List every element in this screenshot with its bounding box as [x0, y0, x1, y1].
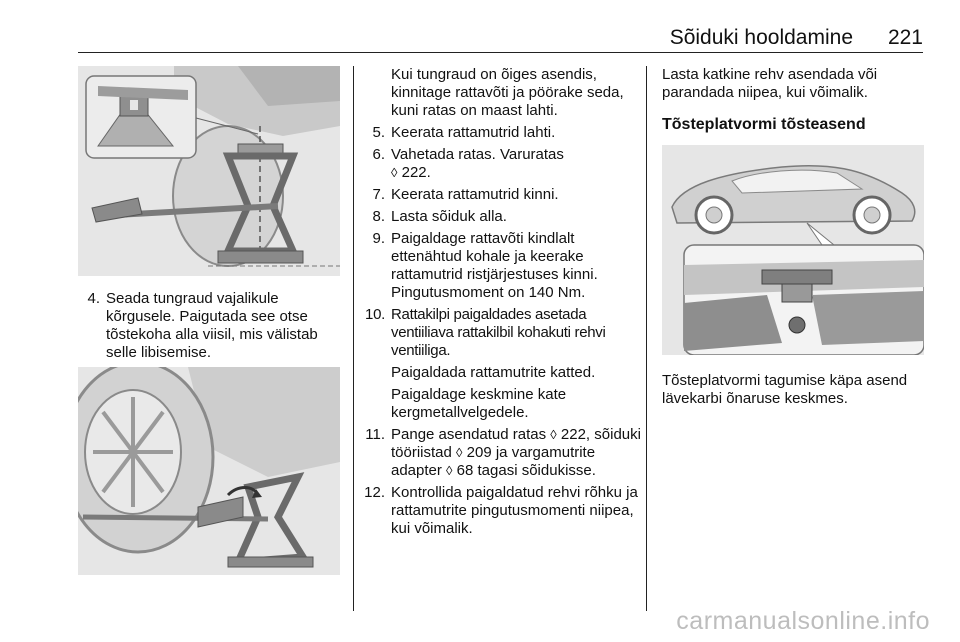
- lift-platform-figure: [662, 145, 924, 355]
- intro-paragraph: Kui tungraud on õiges asendis, kinnitage rattavõti ja pöörake seda, kuni ratas on maast lahti.: [391, 66, 624, 119]
- list-item: [363, 124, 641, 142]
- list-number: 4.: [87, 290, 100, 307]
- paragraph: Paigaldage keskmine kate kergmetallvelgedele.: [391, 386, 567, 421]
- middle-column: [363, 66, 641, 542]
- page-reference-icon: ◊: [456, 445, 463, 460]
- column-divider: [353, 66, 354, 611]
- right-column: [662, 66, 930, 134]
- list-text: vargamutrite adapter: [391, 444, 596, 479]
- list-text: sõiduki tööriistad: [391, 426, 641, 461]
- paragraph: Paigaldada rattamutrite katted.: [391, 364, 596, 381]
- list-item: [363, 426, 641, 480]
- page-number: 221: [887, 26, 923, 49]
- watermark: carmanualsonline.info: [676, 607, 930, 635]
- list-item: [363, 186, 641, 204]
- page-reference-link[interactable]: 68 tagasi: [456, 462, 518, 479]
- list-text: Paigaldage rattavõti kindlalt ettenähtud kohale ja keerake rattamutrid ristjärjestuses kinni. Pingutusmoment on 140 Nm.: [391, 230, 598, 301]
- page-reference-link[interactable]: 209 ja: [466, 444, 508, 461]
- caption-text: Tõsteplatvormi tagumise käpa asend lävekarbi õnaruse keskmes.: [662, 372, 908, 407]
- list-text: Pange asendatud ratas: [391, 426, 547, 443]
- page-reference-icon: ◊: [446, 463, 453, 478]
- left-column: [78, 290, 343, 366]
- intro-paragraph: Lasta katkine rehv asendada või parandada niipea, kui võimalik.: [662, 66, 878, 101]
- jack-position-figure: [78, 66, 340, 276]
- list-item: [363, 146, 641, 182]
- list-number: 5.: [372, 124, 385, 141]
- list-number: 8.: [372, 208, 385, 225]
- list-text: Vahetada ratas. Varuratas: [391, 146, 564, 163]
- list-number: 9.: [372, 230, 385, 247]
- list-item: [78, 290, 343, 362]
- list-number: 7.: [372, 186, 385, 203]
- list-item: [363, 306, 641, 360]
- list-item: [363, 230, 641, 302]
- list-text: Keerata rattamutrid lahti.: [391, 124, 556, 141]
- column-divider: [646, 66, 647, 611]
- page-reference-link[interactable]: 222,: [560, 426, 591, 443]
- list-text: Seada tungraud vajalikule kõrgusele. Paigutada see otse tõstekoha alla viisil, mis välistab selle libisemise.: [106, 290, 318, 361]
- page-reference-link[interactable]: 222.: [401, 164, 431, 181]
- list-item: [363, 484, 641, 538]
- jack-crank-figure: [78, 367, 340, 575]
- list-item: [363, 208, 641, 226]
- list-text: Rattakilpi paigaldades asetada ventiiliava rattakilbil kohakuti rehvi ventiiliga.: [391, 306, 606, 359]
- section-heading: Tõsteplatvormi tõsteasend: [662, 116, 866, 133]
- list-number: 6.: [372, 146, 385, 163]
- list-text: Kontrollida paigaldatud rehvi rõhku ja rattamutrite pingutusmomenti niipea, kui võimalik.: [391, 484, 638, 537]
- list-text: Lasta sõiduk alla.: [391, 208, 507, 225]
- header-rule: [78, 52, 923, 53]
- list-number: 10.: [365, 306, 385, 323]
- page-reference-icon: ◊: [391, 165, 398, 180]
- list-text: sõidukisse.: [521, 462, 596, 479]
- list-number: 11.: [365, 426, 385, 443]
- figure-caption: [662, 372, 932, 408]
- page-reference-icon: ◊: [550, 427, 557, 442]
- page-title: Sõiduki hooldamine: [669, 26, 853, 49]
- list-number: 12.: [364, 484, 385, 501]
- list-text: Keerata rattamutrid kinni.: [391, 186, 559, 203]
- page-header: [78, 26, 923, 50]
